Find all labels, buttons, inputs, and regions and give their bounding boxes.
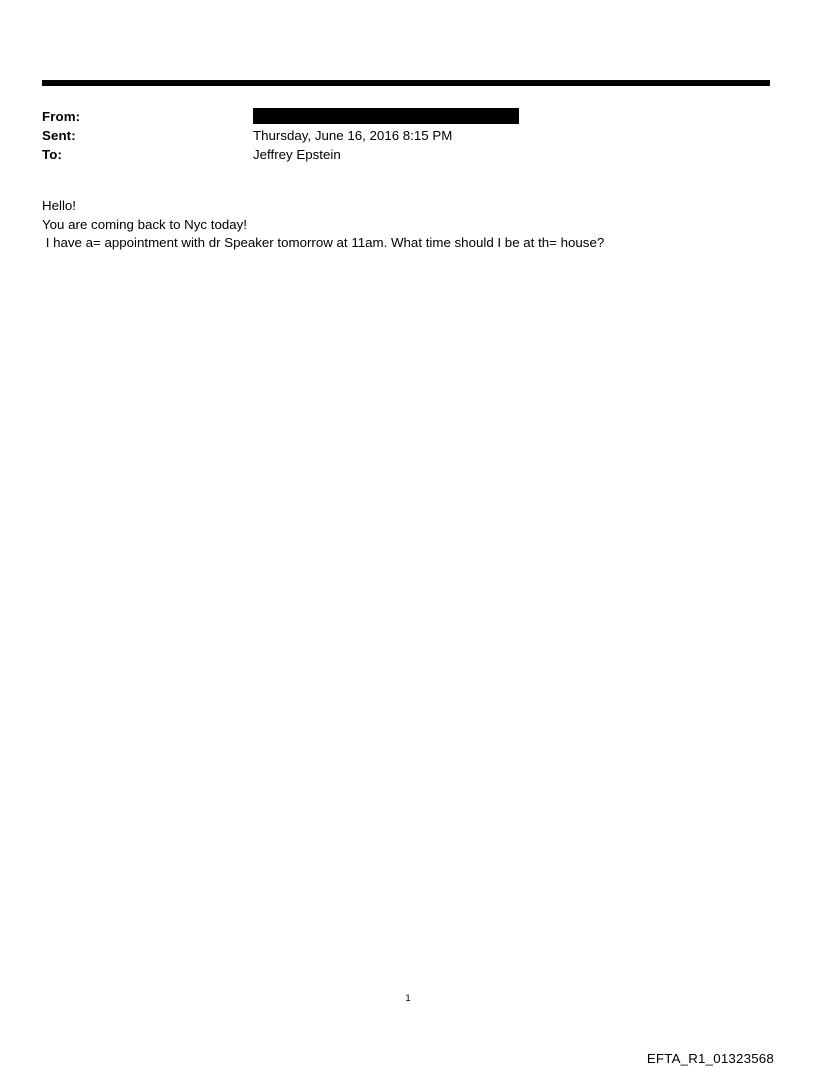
- email-body: [42, 197, 782, 253]
- header-label-sent: Sent:: [42, 128, 76, 143]
- header-label-to: To:: [42, 147, 62, 162]
- body-line: I have a= appointment with dr Speaker tomorrow at 11am. What time should I be at th= house?: [42, 235, 605, 250]
- header-row-sent: [42, 126, 772, 145]
- email-header-block: [42, 107, 772, 164]
- redaction-bar-from: [253, 108, 519, 124]
- bates-stamp: EFTA_R1_01323568: [646, 1051, 774, 1066]
- header-label-from: From:: [42, 109, 81, 124]
- header-divider-rule: [42, 80, 770, 86]
- header-value-to: Jeffrey Epstein: [253, 147, 341, 162]
- header-value-sent: Thursday, June 16, 2016 8:15 PM: [253, 128, 453, 143]
- header-row-from: [42, 107, 772, 126]
- body-line: Hello!: [42, 198, 76, 213]
- page-number: 1: [405, 993, 411, 1004]
- body-line: You are coming back to Nyc today!: [42, 216, 247, 232]
- header-row-to: [42, 145, 772, 164]
